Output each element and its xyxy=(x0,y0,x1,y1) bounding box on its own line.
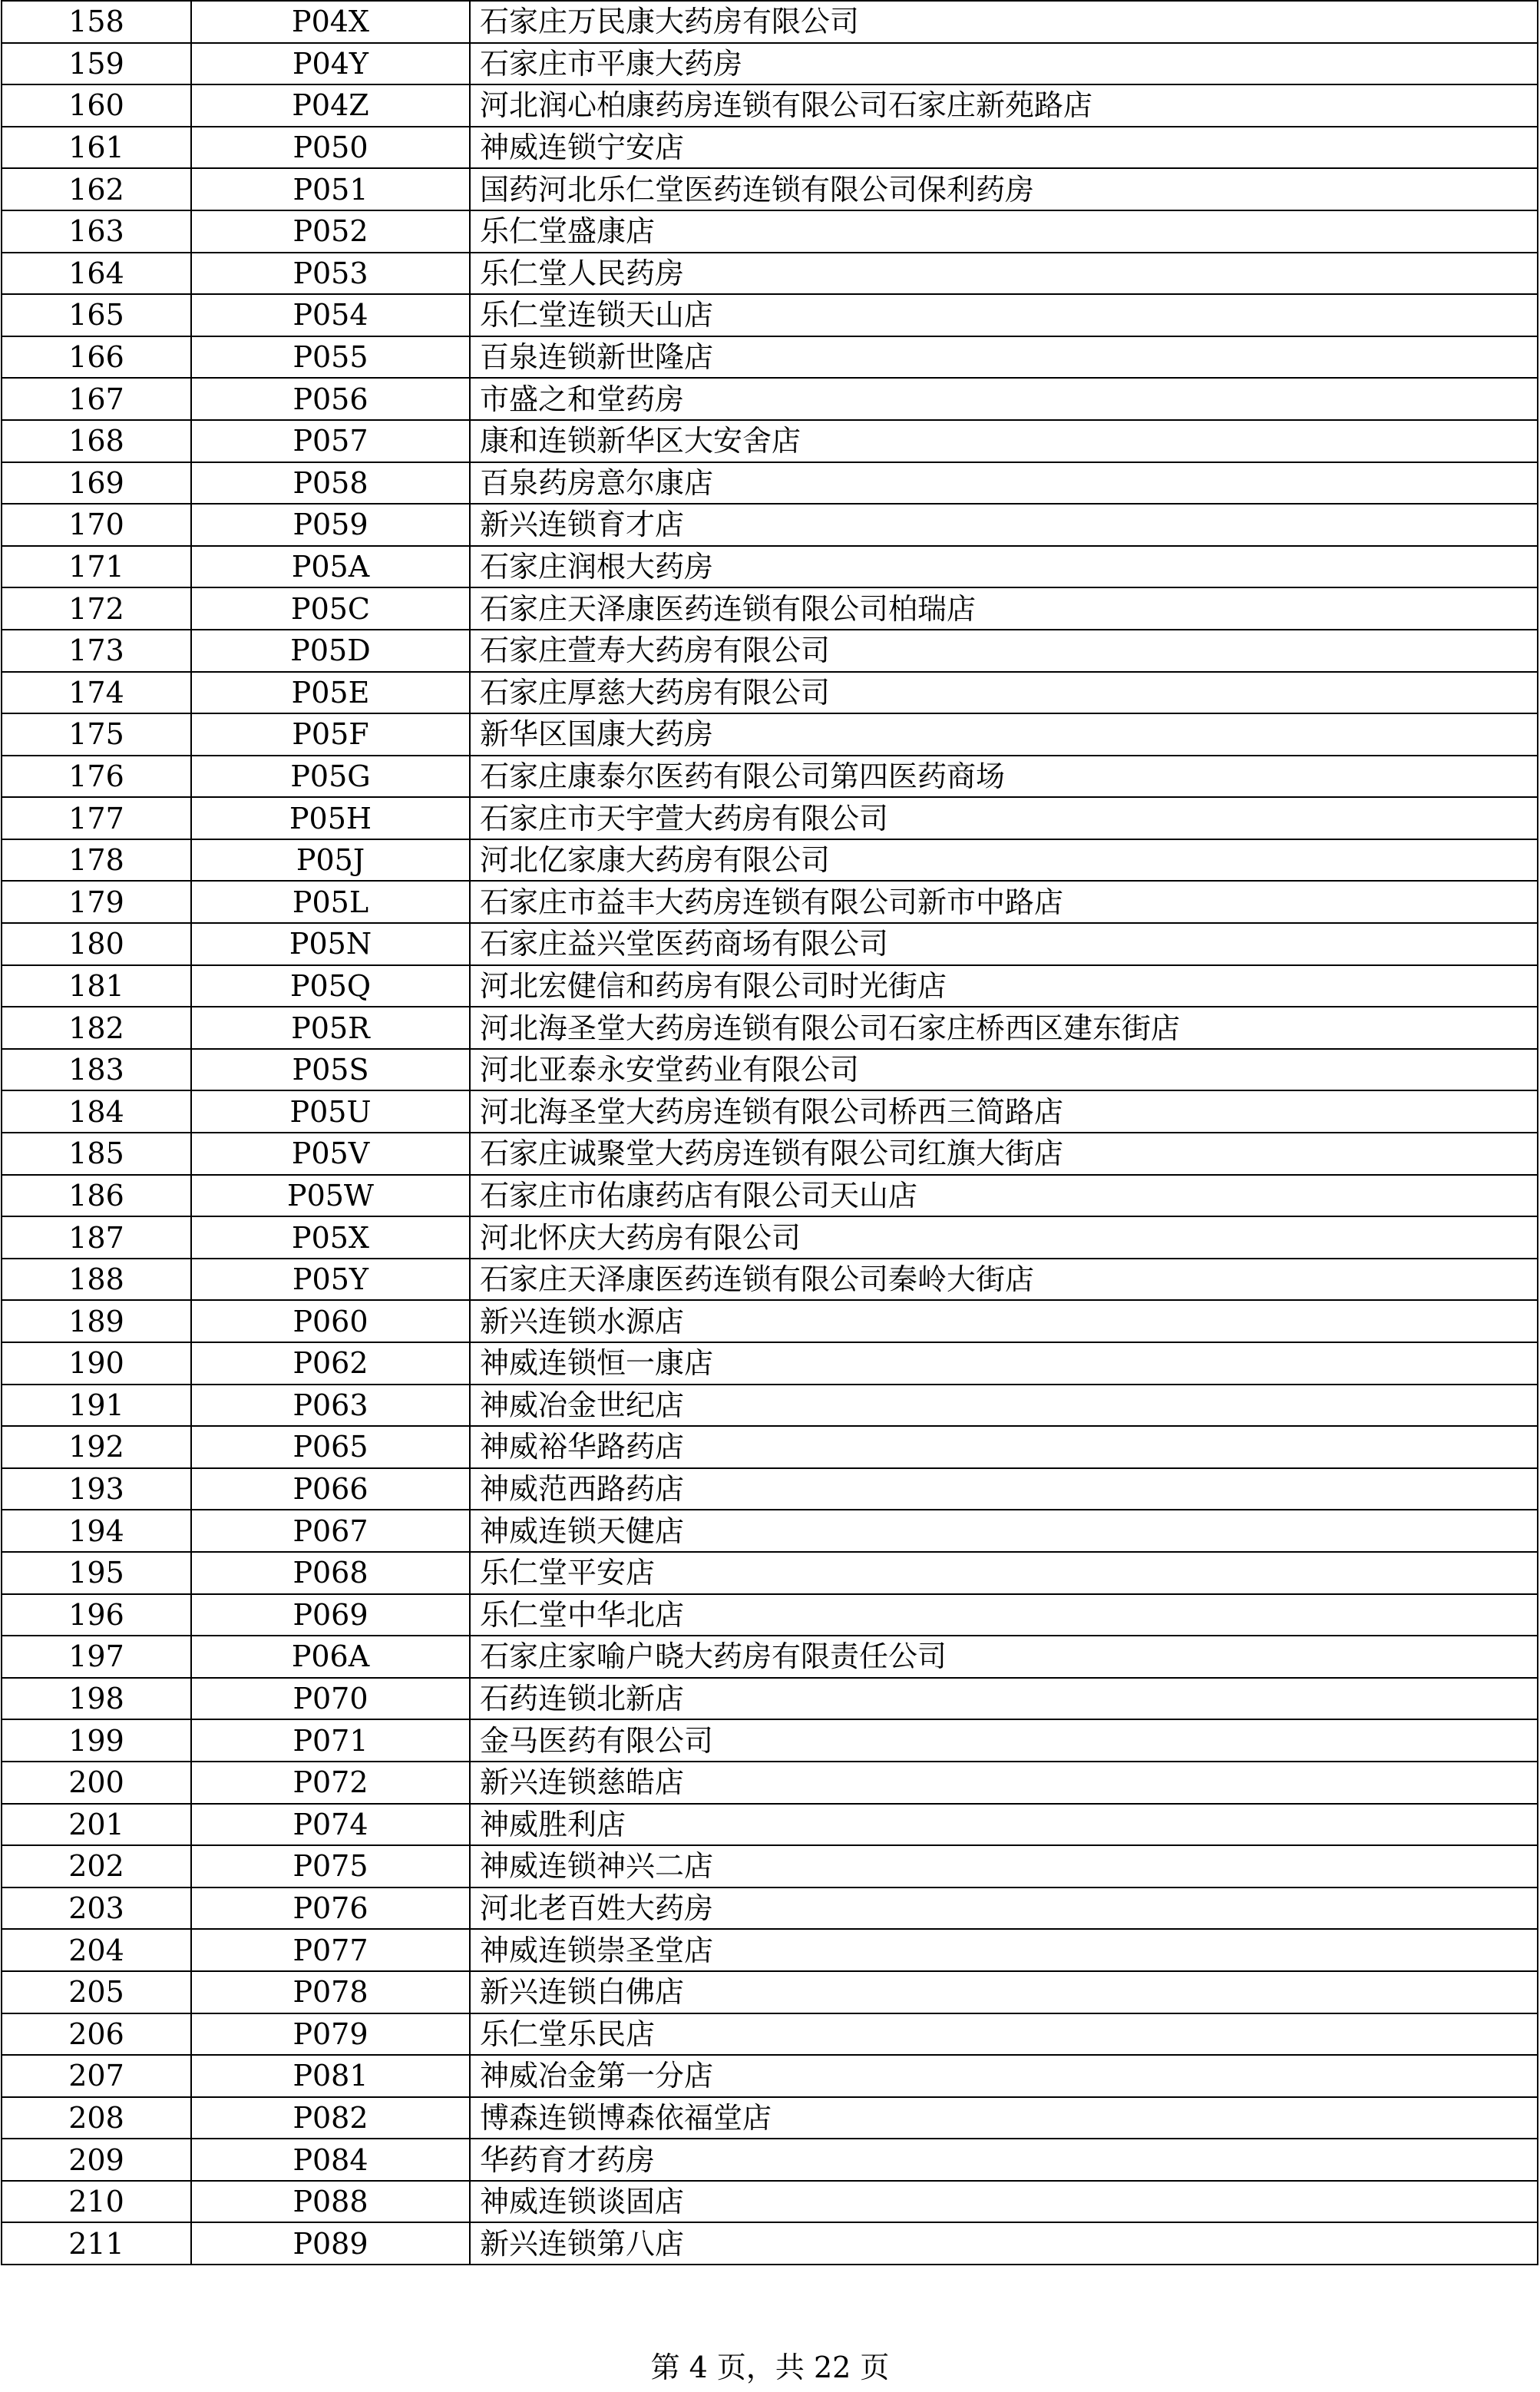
table-row xyxy=(2,881,1538,923)
store-name-cell: 石家庄天泽康医药连锁有限公司柏瑞店 xyxy=(470,587,1538,630)
store-code-cell: P05N xyxy=(191,923,470,965)
store-code-cell: P05R xyxy=(191,1007,470,1049)
table-row xyxy=(2,1133,1538,1175)
store-name-cell: 市盛之和堂药房 xyxy=(470,378,1538,420)
store-code-cell: P089 xyxy=(191,2222,470,2265)
table-row xyxy=(2,1971,1538,2013)
row-number-cell: 171 xyxy=(2,546,191,588)
row-number-cell: 183 xyxy=(2,1049,191,1091)
store-name-cell: 石药连锁北新店 xyxy=(470,1678,1538,1720)
store-code-cell: P065 xyxy=(191,1426,470,1468)
table-row xyxy=(2,1,1538,43)
store-code-cell: P072 xyxy=(191,1762,470,1804)
store-code-cell: P066 xyxy=(191,1468,470,1510)
row-number-cell: 193 xyxy=(2,1468,191,1510)
table-row xyxy=(2,168,1538,210)
row-number-cell: 158 xyxy=(2,1,191,43)
store-name-cell: 河北亿家康大药房有限公司 xyxy=(470,839,1538,882)
row-number-cell: 167 xyxy=(2,378,191,420)
table-row xyxy=(2,839,1538,882)
store-code-cell: P088 xyxy=(191,2181,470,2223)
row-number-cell: 177 xyxy=(2,797,191,839)
table-row xyxy=(2,2055,1538,2097)
store-code-cell: P051 xyxy=(191,168,470,210)
store-code-cell: P084 xyxy=(191,2139,470,2181)
table-row xyxy=(2,797,1538,839)
row-number-cell: 169 xyxy=(2,462,191,505)
store-name-cell: 新华区国康大药房 xyxy=(470,713,1538,756)
table-row xyxy=(2,630,1538,672)
store-code-cell: P079 xyxy=(191,2013,470,2056)
table-row xyxy=(2,127,1538,169)
table-row xyxy=(2,504,1538,546)
row-number-cell: 175 xyxy=(2,713,191,756)
store-code-cell: P05C xyxy=(191,587,470,630)
table-row xyxy=(2,462,1538,505)
store-name-cell: 乐仁堂人民药房 xyxy=(470,253,1538,295)
table-row xyxy=(2,2097,1538,2139)
table-row xyxy=(2,1007,1538,1049)
table-row xyxy=(2,1762,1538,1804)
store-code-cell: P05W xyxy=(191,1175,470,1217)
store-code-cell: P075 xyxy=(191,1845,470,1887)
store-name-cell: 石家庄诚聚堂大药房连锁有限公司红旗大街店 xyxy=(470,1133,1538,1175)
row-number-cell: 208 xyxy=(2,2097,191,2139)
row-number-cell: 178 xyxy=(2,839,191,882)
table-row xyxy=(2,1636,1538,1678)
store-name-cell: 金马医药有限公司 xyxy=(470,1719,1538,1762)
table-row xyxy=(2,378,1538,420)
store-code-cell: P04X xyxy=(191,1,470,43)
store-name-cell: 神威冶金世纪店 xyxy=(470,1385,1538,1427)
table-row xyxy=(2,420,1538,462)
store-name-cell: 河北润心柏康药房连锁有限公司石家庄新苑路店 xyxy=(470,84,1538,127)
store-name-cell: 神威连锁恒一康店 xyxy=(470,1342,1538,1385)
row-number-cell: 170 xyxy=(2,504,191,546)
row-number-cell: 207 xyxy=(2,2055,191,2097)
row-number-cell: 202 xyxy=(2,1845,191,1887)
store-name-cell: 博森连锁博森依福堂店 xyxy=(470,2097,1538,2139)
store-name-cell: 新兴连锁第八店 xyxy=(470,2222,1538,2265)
store-code-cell: P05F xyxy=(191,713,470,756)
row-number-cell: 205 xyxy=(2,1971,191,2013)
row-number-cell: 210 xyxy=(2,2181,191,2223)
store-code-cell: P05H xyxy=(191,797,470,839)
store-code-cell: P059 xyxy=(191,504,470,546)
store-name-cell: 石家庄天泽康医药连锁有限公司秦岭大街店 xyxy=(470,1259,1538,1301)
store-code-cell: P05E xyxy=(191,672,470,714)
table-row xyxy=(2,253,1538,295)
table-row xyxy=(2,1259,1538,1301)
store-code-cell: P056 xyxy=(191,378,470,420)
row-number-cell: 181 xyxy=(2,965,191,1007)
row-number-cell: 168 xyxy=(2,420,191,462)
row-number-cell: 159 xyxy=(2,43,191,85)
table-row xyxy=(2,1510,1538,1552)
row-number-cell: 204 xyxy=(2,1929,191,1971)
row-number-cell: 174 xyxy=(2,672,191,714)
store-code-cell: P070 xyxy=(191,1678,470,1720)
row-number-cell: 188 xyxy=(2,1259,191,1301)
store-code-cell: P05A xyxy=(191,546,470,588)
table-row xyxy=(2,546,1538,588)
table-row xyxy=(2,336,1538,379)
store-name-cell: 百泉连锁新世隆店 xyxy=(470,336,1538,379)
store-code-cell: P05Q xyxy=(191,965,470,1007)
row-number-cell: 185 xyxy=(2,1133,191,1175)
store-code-cell: P067 xyxy=(191,1510,470,1552)
row-number-cell: 160 xyxy=(2,84,191,127)
table-row xyxy=(2,2013,1538,2056)
table-row xyxy=(2,1216,1538,1259)
row-number-cell: 186 xyxy=(2,1175,191,1217)
store-name-cell: 石家庄萱寿大药房有限公司 xyxy=(470,630,1538,672)
table-row xyxy=(2,1845,1538,1887)
store-code-cell: P05L xyxy=(191,881,470,923)
store-name-cell: 神威连锁天健店 xyxy=(470,1510,1538,1552)
store-code-cell: P063 xyxy=(191,1385,470,1427)
store-name-cell: 神威范西路药店 xyxy=(470,1468,1538,1510)
store-name-cell: 神威连锁神兴二店 xyxy=(470,1845,1538,1887)
table-row xyxy=(2,1090,1538,1133)
store-name-cell: 乐仁堂盛康店 xyxy=(470,210,1538,253)
row-number-cell: 173 xyxy=(2,630,191,672)
store-name-cell: 神威连锁谈固店 xyxy=(470,2181,1538,2223)
store-code-cell: P05G xyxy=(191,756,470,798)
page-footer: 第 4 页，共 22 页 xyxy=(650,2351,890,2384)
table-row xyxy=(2,1887,1538,1930)
store-code-cell: P050 xyxy=(191,127,470,169)
store-name-cell: 河北亚泰永安堂药业有限公司 xyxy=(470,1049,1538,1091)
store-name-cell: 石家庄家喻户晓大药房有限责任公司 xyxy=(470,1636,1538,1678)
row-number-cell: 197 xyxy=(2,1636,191,1678)
row-number-cell: 163 xyxy=(2,210,191,253)
row-number-cell: 161 xyxy=(2,127,191,169)
store-code-cell: P077 xyxy=(191,1929,470,1971)
store-code-cell: P05U xyxy=(191,1090,470,1133)
store-name-cell: 康和连锁新华区大安舍店 xyxy=(470,420,1538,462)
table-row xyxy=(2,756,1538,798)
store-name-cell: 新兴连锁水源店 xyxy=(470,1300,1538,1342)
row-number-cell: 196 xyxy=(2,1594,191,1636)
store-name-cell: 百泉药房意尔康店 xyxy=(470,462,1538,505)
table-body xyxy=(2,1,1538,2265)
store-code-cell: P078 xyxy=(191,1971,470,2013)
table-row xyxy=(2,965,1538,1007)
store-name-cell: 河北老百姓大药房 xyxy=(470,1887,1538,1930)
store-name-cell: 石家庄厚慈大药房有限公司 xyxy=(470,672,1538,714)
row-number-cell: 190 xyxy=(2,1342,191,1385)
store-code-cell: P054 xyxy=(191,294,470,336)
table-row xyxy=(2,672,1538,714)
store-name-cell: 新兴连锁慈皓店 xyxy=(470,1762,1538,1804)
store-code-cell: P074 xyxy=(191,1804,470,1846)
store-name-cell: 华药育才药房 xyxy=(470,2139,1538,2181)
store-code-cell: P076 xyxy=(191,1887,470,1930)
store-code-cell: P060 xyxy=(191,1300,470,1342)
table-row xyxy=(2,923,1538,965)
row-number-cell: 172 xyxy=(2,587,191,630)
store-code-cell: P04Z xyxy=(191,84,470,127)
store-code-cell: P082 xyxy=(191,2097,470,2139)
row-number-cell: 192 xyxy=(2,1426,191,1468)
store-code-cell: P05X xyxy=(191,1216,470,1259)
store-name-cell: 乐仁堂连锁天山店 xyxy=(470,294,1538,336)
row-number-cell: 200 xyxy=(2,1762,191,1804)
store-code-cell: P055 xyxy=(191,336,470,379)
table-row xyxy=(2,587,1538,630)
store-name-cell: 河北海圣堂大药房连锁有限公司桥西三简路店 xyxy=(470,1090,1538,1133)
row-number-cell: 194 xyxy=(2,1510,191,1552)
store-name-cell: 石家庄市平康大药房 xyxy=(470,43,1538,85)
table-row xyxy=(2,210,1538,253)
store-code-cell: P058 xyxy=(191,462,470,505)
table-row xyxy=(2,1468,1538,1510)
table-row xyxy=(2,713,1538,756)
store-code-cell: P053 xyxy=(191,253,470,295)
table-row xyxy=(2,1929,1538,1971)
row-number-cell: 182 xyxy=(2,1007,191,1049)
store-code-cell: P052 xyxy=(191,210,470,253)
table-row xyxy=(2,1804,1538,1846)
store-code-cell: P05S xyxy=(191,1049,470,1091)
table-row xyxy=(2,1385,1538,1427)
table-row xyxy=(2,1552,1538,1594)
store-code-cell: P081 xyxy=(191,2055,470,2097)
table-row xyxy=(2,1175,1538,1217)
row-number-cell: 206 xyxy=(2,2013,191,2056)
store-name-cell: 河北海圣堂大药房连锁有限公司石家庄桥西区建东街店 xyxy=(470,1007,1538,1049)
table-row xyxy=(2,2139,1538,2181)
store-name-cell: 神威连锁崇圣堂店 xyxy=(470,1929,1538,1971)
store-name-cell: 乐仁堂平安店 xyxy=(470,1552,1538,1594)
store-name-cell: 河北怀庆大药房有限公司 xyxy=(470,1216,1538,1259)
row-number-cell: 187 xyxy=(2,1216,191,1259)
store-name-cell: 石家庄康泰尔医药有限公司第四医药商场 xyxy=(470,756,1538,798)
store-code-cell: P05Y xyxy=(191,1259,470,1301)
row-number-cell: 189 xyxy=(2,1300,191,1342)
store-name-cell: 新兴连锁白佛店 xyxy=(470,1971,1538,2013)
table-row xyxy=(2,2181,1538,2223)
store-code-cell: P057 xyxy=(191,420,470,462)
store-code-cell: P05J xyxy=(191,839,470,882)
table-row xyxy=(2,1678,1538,1720)
row-number-cell: 195 xyxy=(2,1552,191,1594)
store-name-cell: 神威连锁宁安店 xyxy=(470,127,1538,169)
row-number-cell: 166 xyxy=(2,336,191,379)
row-number-cell: 191 xyxy=(2,1385,191,1427)
store-name-cell: 石家庄市益丰大药房连锁有限公司新市中路店 xyxy=(470,881,1538,923)
store-name-cell: 神威胜利店 xyxy=(470,1804,1538,1846)
row-number-cell: 198 xyxy=(2,1678,191,1720)
row-number-cell: 162 xyxy=(2,168,191,210)
store-code-cell: P04Y xyxy=(191,43,470,85)
store-name-cell: 新兴连锁育才店 xyxy=(470,504,1538,546)
row-number-cell: 203 xyxy=(2,1887,191,1930)
store-name-cell: 石家庄市天宇萱大药房有限公司 xyxy=(470,797,1538,839)
row-number-cell: 199 xyxy=(2,1719,191,1762)
row-number-cell: 164 xyxy=(2,253,191,295)
store-name-cell: 石家庄益兴堂医药商场有限公司 xyxy=(470,923,1538,965)
row-number-cell: 209 xyxy=(2,2139,191,2181)
row-number-cell: 184 xyxy=(2,1090,191,1133)
store-name-cell: 石家庄万民康大药房有限公司 xyxy=(470,1,1538,43)
table-row xyxy=(2,1300,1538,1342)
store-name-cell: 乐仁堂乐民店 xyxy=(470,2013,1538,2056)
table-row xyxy=(2,294,1538,336)
row-number-cell: 201 xyxy=(2,1804,191,1846)
row-number-cell: 211 xyxy=(2,2222,191,2265)
store-name-cell: 石家庄市佑康药店有限公司天山店 xyxy=(470,1175,1538,1217)
store-name-cell: 河北宏健信和药房有限公司时光街店 xyxy=(470,965,1538,1007)
table-row xyxy=(2,84,1538,127)
row-number-cell: 165 xyxy=(2,294,191,336)
store-code-cell: P068 xyxy=(191,1552,470,1594)
table-row xyxy=(2,1594,1538,1636)
table-row xyxy=(2,43,1538,85)
store-code-cell: P069 xyxy=(191,1594,470,1636)
store-name-cell: 神威冶金第一分店 xyxy=(470,2055,1538,2097)
store-name-cell: 石家庄润根大药房 xyxy=(470,546,1538,588)
store-code-cell: P06A xyxy=(191,1636,470,1678)
store-code-cell: P071 xyxy=(191,1719,470,1762)
table-row xyxy=(2,1426,1538,1468)
store-name-cell: 国药河北乐仁堂医药连锁有限公司保利药房 xyxy=(470,168,1538,210)
store-code-cell: P05V xyxy=(191,1133,470,1175)
row-number-cell: 179 xyxy=(2,881,191,923)
pharmacy-list-table xyxy=(1,0,1538,2265)
store-code-cell: P062 xyxy=(191,1342,470,1385)
table-row xyxy=(2,1342,1538,1385)
table-row xyxy=(2,1049,1538,1091)
store-name-cell: 乐仁堂中华北店 xyxy=(470,1594,1538,1636)
store-code-cell: P05D xyxy=(191,630,470,672)
table-row xyxy=(2,2222,1538,2265)
row-number-cell: 180 xyxy=(2,923,191,965)
store-name-cell: 神威裕华路药店 xyxy=(470,1426,1538,1468)
table-row xyxy=(2,1719,1538,1762)
row-number-cell: 176 xyxy=(2,756,191,798)
